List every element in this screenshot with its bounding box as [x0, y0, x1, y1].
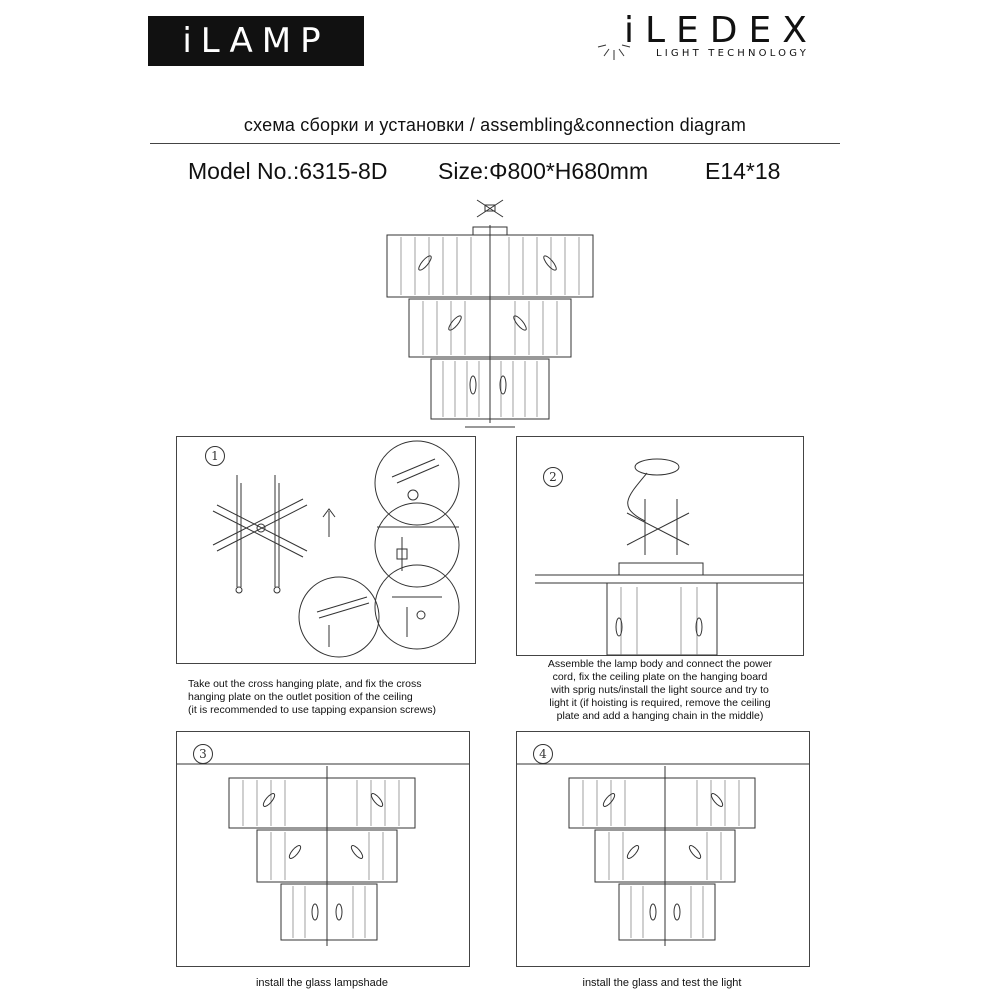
step-4-number: 4 — [533, 744, 553, 764]
light-rays-icon — [602, 36, 626, 66]
step-4-caption: install the glass and test the light — [582, 977, 742, 989]
step-1-caption — [188, 678, 488, 717]
step-2-caption-line: plate and add a hanging chain in the middle) — [556, 710, 764, 722]
step-2-caption-line: light it (if hoisting is required, remove the ceiling — [549, 697, 771, 709]
step-3-panel — [176, 731, 470, 967]
step-1-caption-line: (it is recommended to use tapping expansion screws) — [188, 704, 437, 716]
step-1-number: 1 — [205, 446, 225, 466]
step-2-caption-line: cord, fix the ceiling plate on the hanging board — [552, 671, 768, 683]
ilamp-logo-text: iLAMP — [182, 21, 330, 61]
step-2-panel — [516, 436, 804, 656]
step-4-drawing — [517, 732, 809, 966]
step-2-drawing — [517, 437, 803, 655]
step-1-drawing — [177, 437, 475, 663]
step-1-panel — [176, 436, 476, 664]
step-2-caption-line: Assemble the lamp body and connect the power — [547, 658, 773, 670]
divider — [150, 143, 840, 144]
model-info-row — [188, 158, 808, 192]
step-3-caption: install the glass lampshade — [255, 977, 389, 989]
step-4-panel — [516, 731, 810, 967]
model-number: Model No.:6315-8D — [188, 158, 388, 184]
step-2-caption — [532, 658, 788, 723]
step-2-number: 2 — [543, 467, 563, 487]
step-3-number: 3 — [193, 744, 213, 764]
ilamp-logo — [148, 16, 364, 66]
iledex-logo — [600, 10, 850, 70]
step-2-caption-line: with sprig nuts/install the light source and try to — [551, 684, 769, 696]
model-bulb: E14*18 — [705, 158, 781, 184]
chandelier-overview-drawing — [385, 195, 605, 435]
document-subtitle: схема сборки и установки / assembling&connection diagram — [243, 115, 747, 135]
model-size: Size:Φ800*H680mm — [438, 158, 649, 184]
step-1-caption-line: Take out the cross hanging plate, and fix the cross — [188, 678, 422, 690]
iledex-tagline: LIGHT TECHNOLOGY — [656, 48, 810, 59]
step-1-caption-line: hanging plate on the outlet position of the ceiling — [188, 691, 413, 703]
step-3-drawing — [177, 732, 469, 966]
iledex-wordmark: iLEDEX — [624, 10, 818, 51]
